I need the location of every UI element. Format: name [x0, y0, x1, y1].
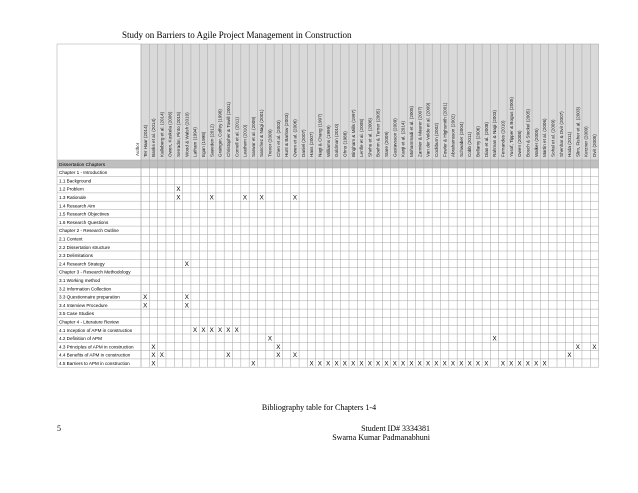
citation-mark: X	[184, 260, 189, 268]
author-header: Ter Haar (2014)	[142, 124, 148, 157]
author-header: Lenfle et al. (2008)	[359, 118, 365, 157]
row-label: Chapter 1 - Introduction	[59, 170, 108, 176]
citation-mark: X	[326, 360, 331, 368]
row-label: Chapter 3 - Research Methodology	[59, 269, 131, 275]
author-header: Rahman & Nagi (2003)	[492, 110, 498, 157]
row-label: 3.5 Case Studies	[59, 311, 94, 317]
citation-mark: X	[467, 360, 472, 368]
author-header: Owen, Koskela (2006)	[167, 111, 173, 157]
author-header: Nagi & Chang (1997)	[317, 113, 323, 157]
row-label: 3.4 Interview Procedure	[59, 302, 108, 308]
author-header: Williams (1999)	[325, 125, 331, 157]
citation-mark: X	[292, 194, 297, 202]
citation-mark: X	[159, 352, 164, 360]
citation-mark: X	[459, 360, 464, 368]
citation-mark: X	[276, 352, 281, 360]
author-header: Zannier & Maurer (2007)	[417, 106, 423, 157]
citation-mark: X	[143, 294, 148, 301]
citation-mark: X	[434, 360, 439, 368]
author-header: Sarwar et al. (2009)	[250, 116, 256, 157]
author-header: Cornell et al. (2011)	[234, 116, 240, 157]
author-header: Cockburn (2002)	[433, 122, 439, 157]
citation-mark: X	[475, 360, 481, 368]
author-header: Bellamy (2006)	[475, 126, 481, 157]
citation-mark: X	[276, 343, 281, 351]
table-caption: Bibliography table for Chapters 1-4	[261, 403, 377, 412]
citation-mark: X	[525, 360, 530, 368]
author-header: Chen et al. (2003)	[275, 120, 281, 157]
author-header: Hunt & Barlow (2003)	[284, 113, 290, 157]
section-label: Dissertation Chapters	[59, 163, 106, 168]
row-label: Chapter 2 - Research Outline	[59, 228, 119, 234]
author-header: Dias et al. (2008)	[483, 122, 489, 157]
author-header: Yusof, Tipper & Bogus (2005)	[508, 96, 514, 157]
citation-mark: X	[417, 360, 422, 368]
author-header: Martin et al. (2006)	[542, 118, 548, 157]
author-header: Bingham & Mills (1997)	[350, 109, 356, 157]
citation-mark: X	[143, 302, 148, 310]
author-header: Hass (2007)	[309, 131, 315, 157]
citation-mark: X	[226, 352, 231, 360]
row-label: Chapter 4 - Literature Review	[59, 319, 120, 325]
row-label: 3.2 Information Collection	[59, 286, 112, 292]
row-label: 3.1 Working method	[59, 278, 101, 283]
author-header: Kerzner (2009)	[583, 126, 589, 157]
author-header: Shenhar & Dvir (2007)	[558, 111, 564, 157]
citation-mark: X	[575, 343, 580, 351]
row-label: 2.2 Dissertation structure	[59, 244, 111, 250]
author-header: Wood & Walsh (2010)	[184, 112, 190, 157]
citation-mark: X	[176, 186, 181, 194]
author-header: Walker (2005)	[533, 128, 539, 157]
header-label-cell	[57, 44, 141, 160]
citation-mark: X	[209, 194, 214, 202]
citation-mark: X	[542, 360, 547, 368]
citation-mark: X	[492, 335, 497, 343]
citation-mark: X	[317, 360, 322, 368]
author-header: Dvir (2005)	[592, 134, 598, 157]
citation-mark: X	[201, 327, 206, 335]
author-header: Daniel (2007)	[300, 129, 306, 157]
citation-mark: X	[234, 327, 239, 335]
row-label: 4.1 Inception of APM in construction	[59, 327, 133, 333]
row-label: 1.4 Research Aim	[59, 203, 96, 209]
row-label: 1.2 Problem	[59, 186, 84, 192]
citation-mark: X	[217, 327, 223, 335]
author-header: Grainger, Coffey (1998)	[217, 109, 223, 157]
citation-mark: X	[151, 343, 156, 351]
citation-mark: X	[425, 360, 431, 368]
citation-mark: X	[409, 360, 414, 368]
row-label: 4.4 Benefits of APM in construction	[59, 352, 131, 358]
author-header: Mohammadi et al. (2005)	[409, 105, 414, 157]
row-label: 4.3 Principles of APM in construction	[59, 344, 134, 350]
section-band	[57, 160, 599, 168]
citation-mark: X	[334, 360, 339, 368]
row-label: 4.2 Definition of APM	[59, 336, 102, 342]
row-label: 1.5 Research Objectives	[59, 211, 110, 217]
author-header: Slim, Fisher et al. (2003)	[575, 106, 581, 157]
citation-mark: X	[392, 360, 397, 368]
author-header: Hoda (2011)	[567, 131, 573, 157]
author-header: Gustavsson (2009)	[392, 118, 398, 157]
author-header: Abrahamsson (2002)	[450, 114, 456, 157]
citation-mark: X	[209, 327, 214, 335]
author-header: Serrador, Pinto (2015)	[176, 111, 182, 157]
author-header: Sohal et al. (2009)	[550, 119, 556, 157]
citation-mark: X	[309, 360, 314, 368]
row-label: 2.1 Context	[59, 236, 83, 242]
citation-mark: X	[384, 360, 389, 368]
citation-mark: X	[442, 360, 447, 368]
student-name: Swarna Kumar Padmanabhuni	[332, 433, 430, 442]
citation-mark: X	[517, 360, 522, 368]
citation-mark: X	[500, 360, 505, 368]
citation-mark: X	[226, 327, 231, 335]
citation-mark: X	[509, 360, 514, 368]
row-label: 4.5 Barriers to APM in construction	[59, 361, 130, 366]
citation-mark: X	[401, 360, 406, 368]
author-header: Sanchez & Nagi (2001)	[259, 109, 265, 157]
row-label: 2.4 Research Strategy	[59, 261, 105, 267]
row-label: 1.1 Background	[59, 178, 92, 184]
author-header: Christopher & Towill (2001)	[225, 101, 231, 157]
student-id: Student ID# 3334381	[361, 424, 430, 433]
author-header: Leathem (2010)	[242, 124, 248, 157]
citation-mark: X	[292, 352, 297, 360]
author-header: Fowler & Highsmith (2001)	[442, 102, 448, 157]
author-header: Kanji et al. (2014)	[400, 120, 406, 157]
citation-mark: X	[259, 194, 264, 202]
row-label: 3.3 Questionnaire preparation	[59, 294, 120, 300]
citation-mark: X	[367, 360, 372, 368]
citation-mark: X	[351, 360, 356, 368]
page-number: 5	[57, 424, 61, 433]
author-header: Owen et al. (2006)	[292, 119, 298, 157]
citation-mark: X	[176, 194, 181, 202]
author-header: Schwaber (2004)	[458, 122, 464, 157]
citation-mark: X	[592, 343, 597, 351]
author-header: Goldman (2010)	[334, 123, 340, 157]
citation-mark: X	[534, 360, 539, 368]
author-header: Banks et al. (2014)	[151, 118, 157, 157]
author-header: Shehu et al. (2006)	[367, 117, 373, 157]
row-label: 1.6 Research Questions	[59, 219, 109, 225]
corner-author-label: Author	[135, 142, 140, 156]
author-header: Cobb (2011)	[467, 131, 473, 157]
row-label: 1.3 Rationale	[59, 195, 87, 200]
citation-mark: X	[376, 360, 381, 368]
citation-mark: X	[484, 360, 489, 368]
row-label: 2.3 Delimitations	[59, 253, 93, 259]
author-header: Stare (2009)	[384, 131, 390, 157]
citation-mark: X	[567, 352, 572, 360]
citation-mark: X	[242, 194, 248, 202]
author-header: Ohno (1988)	[342, 131, 348, 157]
citation-mark: X	[267, 335, 273, 343]
citation-mark: X	[151, 360, 156, 368]
author-header: Egan (1998)	[201, 131, 206, 157]
author-header: Bosch & Steckel (2005)	[525, 108, 531, 157]
page-header-title: Study on Barriers to Agile Project Management in Construction	[122, 30, 352, 40]
citation-mark: X	[184, 302, 189, 310]
author-header: Van der Velde et al. (2009)	[425, 102, 431, 157]
author-header: Owen (2008)	[517, 130, 523, 157]
author-header: Saeeden (2012)	[209, 124, 215, 157]
citation-mark: X	[342, 360, 347, 368]
citation-mark: X	[184, 294, 189, 301]
author-header: Fernandes (2010)	[500, 120, 506, 157]
citation-mark: X	[450, 360, 456, 368]
author-header: Latham (1994)	[192, 127, 198, 157]
author-header: Boehm & Turner (2005)	[375, 108, 381, 157]
citation-mark: X	[151, 352, 156, 360]
citation-mark: X	[359, 360, 364, 368]
citation-mark: X	[193, 327, 198, 335]
author-header: Kalleberg et al. (2014)	[159, 111, 165, 157]
citation-mark: X	[251, 360, 256, 368]
author-header: Trevor (2009)	[267, 129, 273, 157]
student-info	[300, 424, 430, 442]
